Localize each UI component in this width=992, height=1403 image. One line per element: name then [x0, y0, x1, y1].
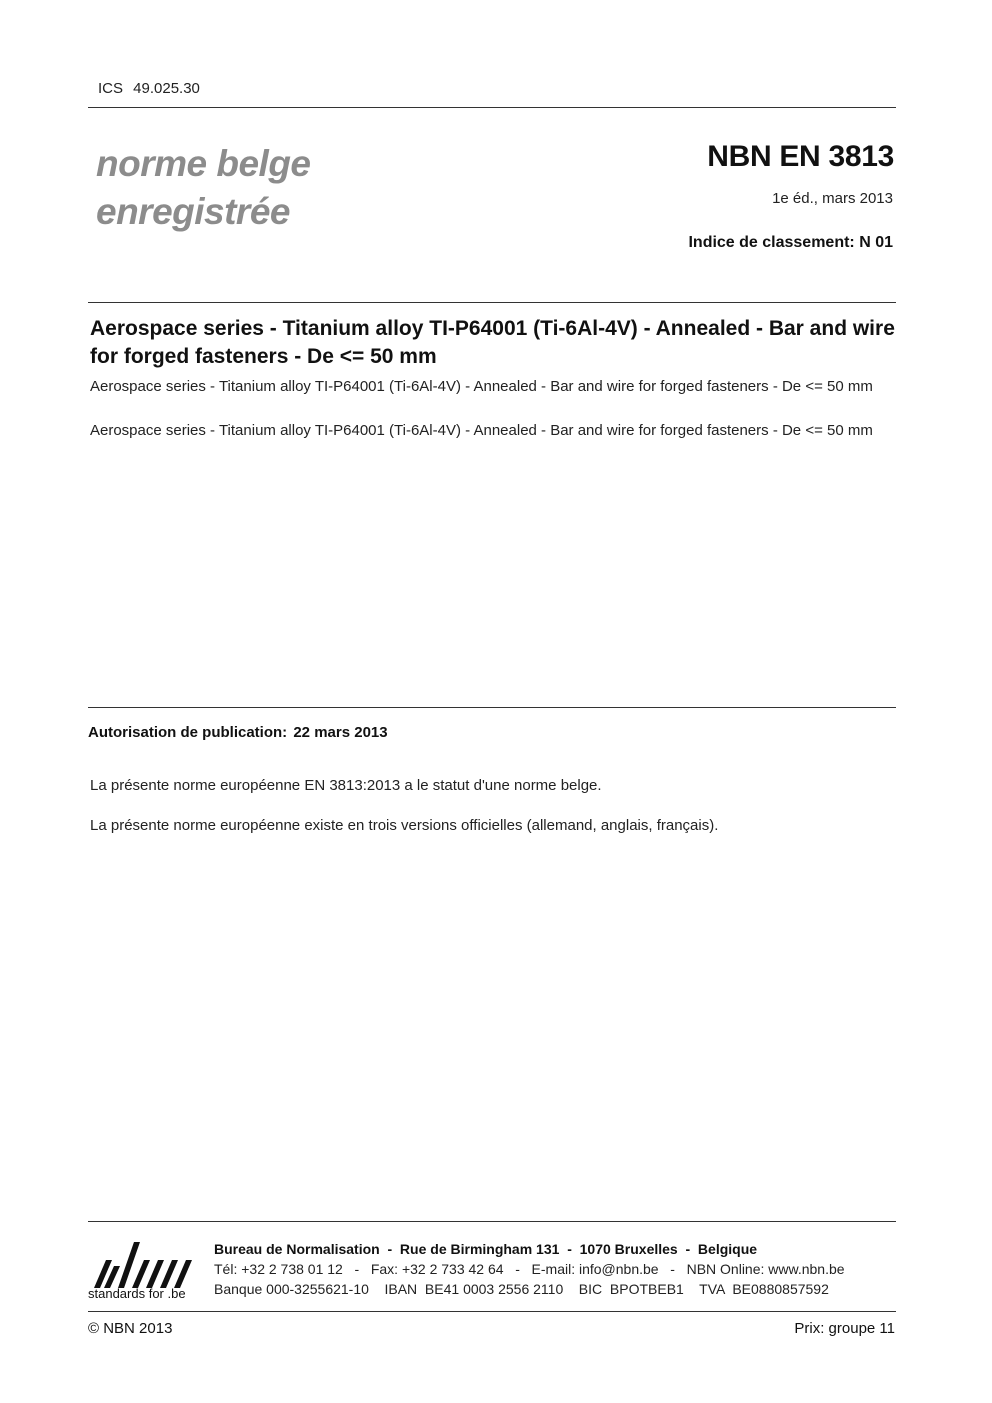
copyright: © NBN 2013 [88, 1320, 173, 1337]
norme-belge-heading [96, 140, 311, 236]
statut-paragraph: La présente norme européenne EN 3813:2013 a le statut d'une norme belge. [90, 777, 602, 794]
bottom-divider [88, 1311, 896, 1312]
norme-line-2: enregistrée [96, 191, 290, 232]
publication-label: Autorisation de publication: [88, 724, 288, 741]
footer-divider [88, 1221, 896, 1222]
document-title-alt-1: Aerospace series - Titanium alloy TI-P64001 (Ti-6Al-4V) - Annealed - Bar and wire for forged fasteners - De <= 50 mm [90, 378, 873, 395]
top-divider [88, 107, 896, 108]
publication-authorization [88, 724, 388, 741]
standard-id: NBN EN 3813 [707, 140, 894, 173]
publication-date: 22 mars 2013 [293, 724, 388, 741]
footer-contact: Tél: +32 2 738 01 12 - Fax: +32 2 733 42 64 - E-mail: info@nbn.be - NBN Online: www.nbn.be [214, 1261, 845, 1277]
price-group: Prix: groupe 11 [794, 1320, 895, 1337]
publication-divider [88, 707, 896, 708]
ics-code: ICS 49.025.30 [98, 80, 200, 97]
footer-bank: Banque 000-3255621-10 IBAN BE41 0003 2556 2110 BIC BPOTBEB1 TVA BE0880857592 [214, 1281, 829, 1297]
title-divider [88, 302, 896, 303]
logo-tagline: standards for .be [88, 1286, 186, 1301]
classification-index: Indice de classement: N 01 [688, 234, 893, 251]
versions-paragraph: La présente norme européenne existe en trois versions officielles (allemand, anglais, français). [90, 817, 719, 834]
footer-address: Bureau de Normalisation - Rue de Birmingham 131 - 1070 Bruxelles - Belgique [214, 1241, 758, 1257]
document-title-alt-2: Aerospace series - Titanium alloy TI-P64001 (Ti-6Al-4V) - Annealed - Bar and wire for forged fasteners - De <= 50 mm [90, 422, 873, 439]
document-title: Aerospace series - Titanium alloy TI-P64001 (Ti-6Al-4V) - Annealed - Bar and wire for forged fasteners - De <= 50 mm [90, 317, 895, 368]
edition: 1e éd., mars 2013 [772, 190, 893, 207]
norme-line-1: norme belge [96, 143, 311, 184]
